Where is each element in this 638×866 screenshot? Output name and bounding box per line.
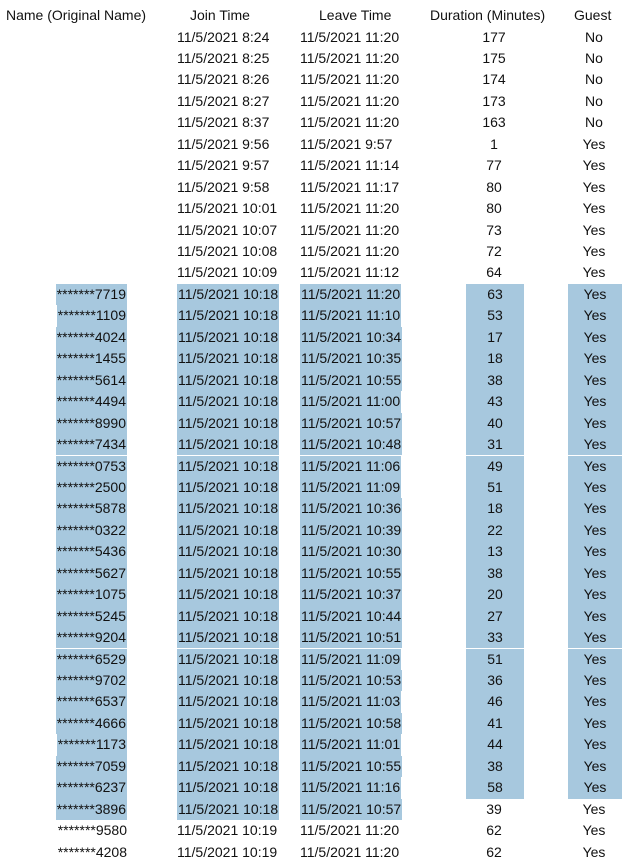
cell-leave-time: 11/5/2021 11:20 [300,114,400,131]
cell-join-time: 11/5/2021 8:25 [177,49,270,66]
cell-leave-time: 11/5/2021 11:20 [300,822,400,839]
cell-name: *******9702 [56,670,127,691]
cell-leave-time: 11/5/2021 11:10 [300,305,401,326]
cell-name: *******4666 [56,713,127,734]
cell-join-time: 11/5/2021 10:18 [177,413,279,434]
cell-name: *******5627 [56,563,127,584]
table-row [0,541,638,562]
table-row [0,305,638,326]
table-row [0,691,638,712]
cell-name: *******3896 [56,799,127,820]
header-join-time: Join Time [190,7,250,23]
cell-duration: 72 [486,243,502,259]
cell-leave-time: 11/5/2021 9:57 [300,135,393,152]
table-row [0,155,638,176]
cell-name: *******0322 [56,520,127,541]
cell-duration: 13 [466,541,524,562]
cell-join-time: 11/5/2021 9:58 [177,178,270,195]
cell-leave-time: 11/5/2021 11:20 [300,200,400,217]
cell-name: *******4494 [56,391,127,412]
cell-duration: 53 [466,305,524,326]
cell-join-time: 11/5/2021 10:18 [177,627,279,648]
cell-join-time: 11/5/2021 10:18 [177,541,279,562]
cell-duration: 51 [466,649,524,670]
cell-guest: Yes [568,477,622,498]
cell-duration: 43 [466,391,524,412]
cell-guest: Yes [568,606,622,627]
cell-guest: Yes [568,520,622,541]
table-row [0,627,638,648]
table-row [0,713,638,734]
cell-leave-time: 11/5/2021 11:17 [300,178,400,195]
table-row [0,734,638,755]
header-name: Name (Original Name) [6,7,147,23]
cell-duration: 22 [466,520,524,541]
cell-join-time: 11/5/2021 10:18 [177,456,279,477]
cell-name: *******7719 [56,284,127,305]
cell-leave-time: 11/5/2021 10:44 [300,606,402,627]
cell-duration: 163 [482,114,506,131]
cell-guest: Yes [568,541,622,562]
table-row [0,284,638,305]
cell-name: *******1173 [57,734,127,755]
cell-duration: 40 [466,413,524,434]
cell-guest: Yes [582,221,606,238]
cell-duration: 17 [466,327,524,348]
cell-duration: 64 [486,264,502,281]
cell-duration: 175 [482,49,506,66]
table-row [0,91,638,112]
cell-guest: Yes [582,243,606,259]
table-row [0,563,638,584]
header-leave-time: Leave Time [319,7,392,23]
cell-join-time: 11/5/2021 10:18 [177,734,279,755]
cell-duration: 49 [466,456,524,477]
table-row [0,134,638,155]
table-row [0,434,638,455]
header-row [0,5,638,26]
cell-guest: Yes [582,135,606,152]
cell-join-time: 11/5/2021 10:18 [177,434,279,455]
cell-duration: 62 [486,843,502,860]
table-row [0,177,638,198]
cell-name: *******6237 [56,777,127,798]
cell-name: *******1109 [57,305,127,326]
cell-join-time: 11/5/2021 10:18 [177,649,279,670]
cell-join-time: 11/5/2021 10:18 [177,756,279,777]
cell-guest: Yes [582,157,606,174]
cell-duration: 36 [466,670,524,691]
cell-guest: Yes [568,734,622,755]
cell-leave-time: 11/5/2021 11:20 [300,92,400,109]
cell-leave-time: 11/5/2021 11:20 [300,284,401,305]
cell-duration: 80 [486,200,502,217]
table-row [0,327,638,348]
table-row [0,649,638,670]
cell-name: *******6537 [56,691,127,712]
cell-guest: Yes [568,348,622,369]
cell-guest: Yes [568,777,622,798]
cell-join-time: 11/5/2021 10:18 [177,691,279,712]
table-row [0,756,638,777]
cell-duration: 18 [466,348,524,369]
cell-name: *******9580 [57,822,127,839]
cell-leave-time: 11/5/2021 11:20 [300,221,400,238]
table-row [0,348,638,369]
table-row [0,69,638,90]
cell-leave-time: 11/5/2021 10:57 [300,413,402,434]
table-row [0,27,638,48]
cell-duration: 62 [486,822,502,839]
cell-duration: 73 [486,221,502,238]
cell-join-time: 11/5/2021 10:19 [177,822,278,839]
cell-guest: Yes [568,305,622,326]
cell-duration: 18 [466,498,524,519]
cell-join-time: 11/5/2021 10:18 [177,391,279,412]
cell-name: *******4024 [56,327,127,348]
cell-join-time: 11/5/2021 8:26 [177,71,270,88]
cell-join-time: 11/5/2021 10:18 [177,498,279,519]
cell-duration: 174 [482,71,506,88]
cell-duration: 44 [466,734,524,755]
cell-join-time: 11/5/2021 8:37 [177,114,270,131]
cell-leave-time: 11/5/2021 11:20 [300,28,400,45]
cell-name: *******7059 [56,756,127,777]
cell-name: *******5245 [56,606,127,627]
cell-name: *******5436 [56,541,127,562]
cell-duration: 38 [466,370,524,391]
cell-leave-time: 11/5/2021 10:55 [300,563,402,584]
cell-guest: Yes [568,756,622,777]
cell-join-time: 11/5/2021 10:18 [177,670,279,691]
cell-join-time: 11/5/2021 10:18 [177,777,279,798]
cell-guest: Yes [568,413,622,434]
cell-guest: Yes [568,584,622,605]
cell-join-time: 11/5/2021 10:08 [177,243,278,259]
cell-guest: Yes [582,822,606,839]
cell-leave-time: 11/5/2021 11:03 [300,691,401,712]
cell-join-time: 11/5/2021 10:01 [177,200,278,217]
cell-guest: Yes [582,843,606,860]
cell-leave-time: 11/5/2021 10:34 [300,327,402,348]
cell-guest: No [585,28,603,45]
cell-duration: 1 [490,135,498,152]
table-row [0,48,638,69]
cell-leave-time: 11/5/2021 11:14 [300,157,400,174]
cell-duration: 63 [466,284,524,305]
cell-leave-time: 11/5/2021 11:12 [300,264,400,281]
cell-join-time: 11/5/2021 10:18 [177,799,279,820]
cell-duration: 46 [466,691,524,712]
cell-leave-time: 11/5/2021 10:55 [300,756,402,777]
cell-leave-time: 11/5/2021 10:35 [300,348,402,369]
cell-duration: 51 [466,477,524,498]
cell-join-time: 11/5/2021 10:18 [177,584,279,605]
cell-leave-time: 11/5/2021 11:01 [300,734,401,755]
cell-name: *******6529 [56,649,127,670]
cell-guest: Yes [568,456,622,477]
table-row [0,670,638,691]
table-row [0,520,638,541]
cell-duration: 31 [466,434,524,455]
cell-name: *******8990 [56,413,127,434]
cell-join-time: 11/5/2021 10:18 [177,713,279,734]
cell-name: *******2500 [56,477,127,498]
table-row [0,370,638,391]
cell-leave-time: 11/5/2021 10:48 [300,434,402,455]
cell-leave-time: 11/5/2021 11:20 [300,71,400,88]
cell-name: *******1075 [56,584,127,605]
cell-join-time: 11/5/2021 10:18 [177,327,279,348]
cell-duration: 41 [466,713,524,734]
cell-guest: Yes [568,327,622,348]
cell-join-time: 11/5/2021 10:18 [177,606,279,627]
cell-guest: No [585,71,603,88]
cell-leave-time: 11/5/2021 10:55 [300,370,402,391]
cell-duration: 77 [486,157,502,174]
cell-leave-time: 11/5/2021 10:36 [300,498,402,519]
cell-leave-time: 11/5/2021 10:39 [300,520,402,541]
cell-guest: Yes [568,713,622,734]
cell-duration: 39 [486,800,502,817]
cell-guest: No [585,92,603,109]
cell-guest: Yes [568,670,622,691]
table-row [0,799,638,820]
cell-duration: 38 [466,563,524,584]
cell-duration: 27 [466,606,524,627]
cell-guest: Yes [568,691,622,712]
cell-leave-time: 11/5/2021 11:20 [300,243,400,259]
cell-name: *******7434 [56,434,127,455]
cell-duration: 33 [466,627,524,648]
cell-join-time: 11/5/2021 10:18 [177,563,279,584]
cell-leave-time: 11/5/2021 10:51 [300,627,402,648]
table-row [0,112,638,133]
cell-guest: Yes [568,370,622,391]
cell-leave-time: 11/5/2021 11:09 [300,477,401,498]
cell-guest: Yes [582,264,606,281]
cell-duration: 58 [466,777,524,798]
cell-join-time: 11/5/2021 10:18 [177,477,279,498]
cell-guest: Yes [568,627,622,648]
cell-leave-time: 11/5/2021 11:20 [300,843,400,860]
cell-leave-time: 11/5/2021 11:20 [300,49,400,66]
table-row [0,241,638,262]
cell-guest: Yes [568,649,622,670]
cell-guest: Yes [568,434,622,455]
table-row [0,477,638,498]
cell-leave-time: 11/5/2021 10:30 [300,541,402,562]
cell-leave-time: 11/5/2021 11:00 [300,391,401,412]
cell-leave-time: 11/5/2021 10:53 [300,670,402,691]
cell-join-time: 11/5/2021 8:27 [177,92,270,109]
cell-name: *******1455 [56,348,127,369]
cell-duration: 80 [486,178,502,195]
cell-guest: No [585,49,603,66]
cell-name: *******5614 [56,370,127,391]
cell-guest: Yes [568,498,622,519]
cell-leave-time: 11/5/2021 10:58 [300,713,402,734]
table-row [0,842,638,863]
cell-join-time: 11/5/2021 10:19 [177,843,278,860]
cell-guest: Yes [582,200,606,217]
cell-guest: Yes [568,563,622,584]
cell-join-time: 11/5/2021 10:18 [177,348,279,369]
cell-join-time: 11/5/2021 10:09 [177,264,278,281]
cell-join-time: 11/5/2021 10:18 [177,305,279,326]
table-row [0,820,638,841]
cell-leave-time: 11/5/2021 10:37 [300,584,402,605]
cell-leave-time: 11/5/2021 11:06 [300,456,401,477]
cell-name: *******5878 [56,498,127,519]
cell-duration: 173 [482,92,506,109]
cell-join-time: 11/5/2021 9:57 [177,157,270,174]
cell-leave-time: 11/5/2021 11:09 [300,649,401,670]
cell-join-time: 11/5/2021 10:07 [177,221,278,238]
table-row [0,391,638,412]
table-row [0,220,638,241]
cell-name: *******0753 [56,456,127,477]
cell-guest: Yes [582,800,606,817]
cell-join-time: 11/5/2021 10:18 [177,284,279,305]
table-row [0,413,638,434]
cell-join-time: 11/5/2021 9:56 [177,135,270,152]
table-row [0,456,638,477]
cell-guest: Yes [568,391,622,412]
cell-name: *******4208 [57,843,127,860]
cell-duration: 38 [466,756,524,777]
cell-leave-time: 11/5/2021 11:16 [300,777,401,798]
table-row [0,584,638,605]
cell-join-time: 11/5/2021 10:18 [177,520,279,541]
table-row [0,777,638,798]
table-row [0,198,638,219]
header-guest: Guest [574,7,612,23]
cell-guest: No [585,114,603,131]
header-duration: Duration (Minutes) [430,7,546,23]
cell-join-time: 11/5/2021 8:24 [177,28,270,45]
cell-name: *******9204 [56,627,127,648]
table-row [0,606,638,627]
cell-join-time: 11/5/2021 10:18 [177,370,279,391]
table-row [0,498,638,519]
cell-guest: Yes [568,284,622,305]
table-row [0,262,638,283]
cell-duration: 177 [482,28,506,45]
cell-leave-time: 11/5/2021 10:57 [300,799,402,820]
cell-guest: Yes [582,178,606,195]
cell-duration: 20 [466,584,524,605]
